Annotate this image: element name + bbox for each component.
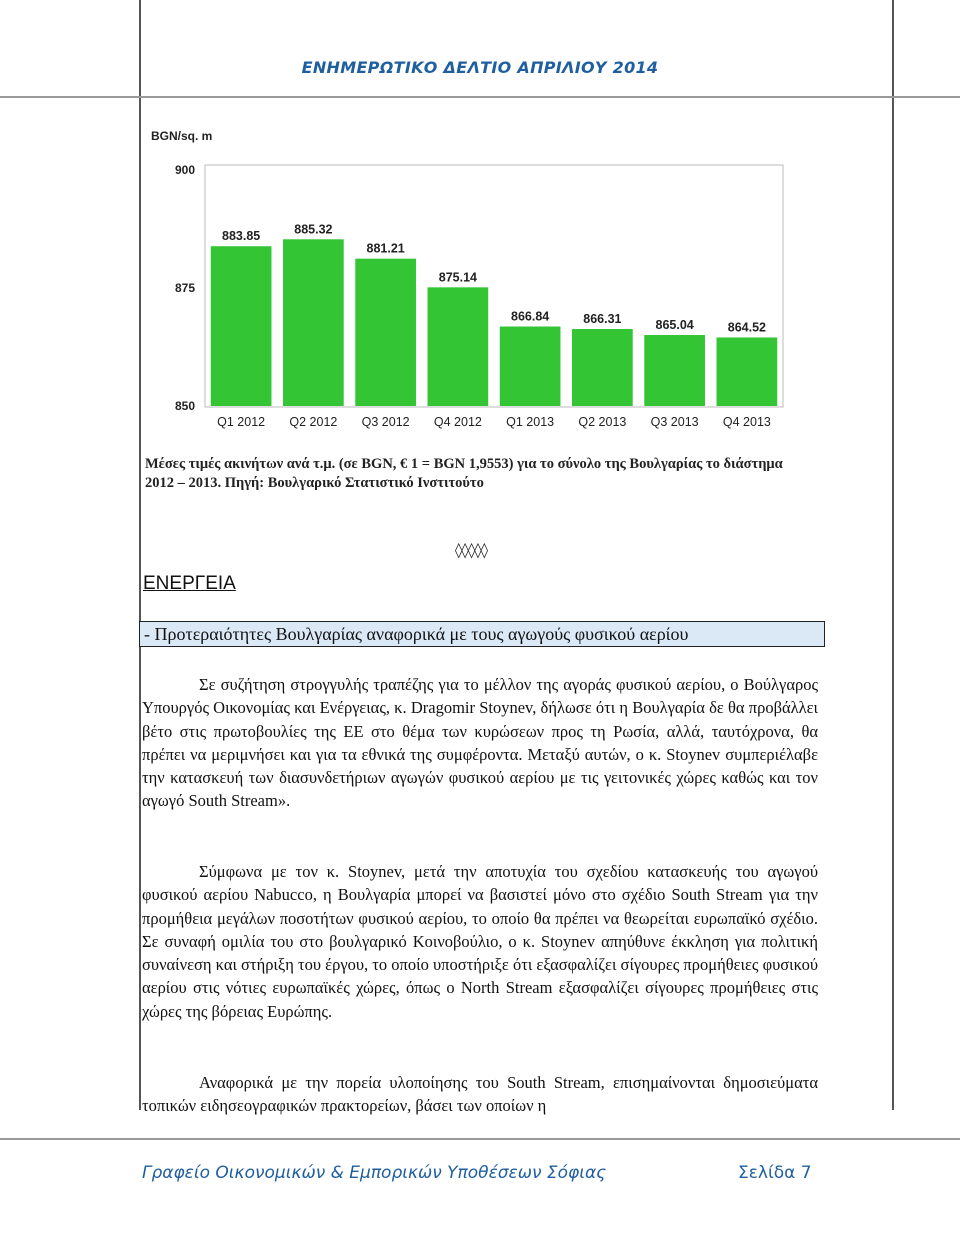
bar-q4-2013: [717, 337, 778, 406]
right-border-line: [892, 0, 894, 1110]
paragraph-2: Σύμφωνα με τον κ. Stoynev, μετά την αποτυχία του σχεδίου κατασκευής του αγωγού φυσικού αερίου Nabucco, η Βουλγαρία μπορεί να βασιστεί μόνο στο σχέδιο South Stream για την προμήθεια μεγάλων ποσοτήτων φυσικού αερίου, το οποίο θα πρέπει να θεωρείται ευρωπαϊκό σχέδιο. Σε συναφή ομιλία του στο βουλγαρικό Κοινοβούλιο, ο κ. Stoynev απηύθυνε έκκληση για πολιτική συναίνεση και στήριξη του έργου, το οποίο υποστήριξε ότι εξασφαλίζει σίγουρες προμήθειες φυσικού αερίου στις νότιες ευρωπαϊκές χώρες, όπως ο North Stream εξασφαλίζει σίγουρες προμήθειες στις χώρες της βόρειας Ευρώπης.: [142, 862, 818, 1021]
bar-q4-2012: [428, 287, 489, 406]
footer-page-number: Σελίδα 7: [738, 1163, 812, 1183]
bar-q1-2012: [211, 246, 272, 406]
bar-value-label: 883.85: [222, 229, 261, 244]
bar-q3-2012: [355, 259, 416, 406]
bar-value-label: 865.04: [655, 318, 694, 333]
bar-q2-2012: [283, 239, 344, 406]
footer-divider: [0, 1138, 960, 1140]
bar-value-label: 875.14: [438, 270, 477, 285]
x-tick-label: Q2 2012: [289, 415, 338, 429]
left-border-line: [139, 0, 141, 1110]
price-bar-chart: [145, 120, 790, 445]
bar-value-label: 864.52: [727, 320, 766, 335]
chart-caption: Μέσες τιμές ακινήτων ανά τ.μ. (σε BGN, € 1 = BGN 1,9553) για το σύνολο της Βουλγαρίας το διάστημα 2012 – 2013. Πηγή: Βουλγαρικό Στατιστικό Ινστιτούτο: [145, 456, 783, 491]
x-tick-label: Q4 2012: [433, 415, 482, 429]
bar-q3-2013: [644, 335, 705, 406]
y-tick-label: 900: [174, 163, 195, 177]
header-divider: [0, 96, 960, 98]
x-tick-label: Q3 2013: [650, 415, 699, 429]
bar-value-label: 881.21: [366, 241, 405, 256]
page-header-title: ΕΝΗΜΕΡΩΤΙΚΟ ΔΕΛΤΙΟ ΑΠΡΙΛΙΟΥ 2014: [301, 58, 659, 77]
x-tick-label: Q2 2013: [578, 415, 627, 429]
x-tick-label: Q1 2013: [506, 415, 555, 429]
paragraph-1: Σε συζήτηση στρογγυλής τραπέζης για το μέλλον της αγοράς φυσικού αερίου, ο Βούλγαρος Υπουργός Οικονομίας και Ενέργειας, κ. Dragomir Stoynev, δήλωσε ότι η Βουλγαρία δε θα προβάλλει βέτο στις πρωτοβουλίες της ΕΕ στο θέμα των κυρώσεων προς τη Ρωσία, αλλά, ταυτόχρονα, θα πρέπει να μεριμνήσει και για τα εθνικά της συμφέροντα. Μεταξύ αυτών, ο κ. Stoynev συμπεριέλαβε την κατασκευή των διασυνδετήριων αγωγών φυσικού αερίου με τις γειτονικές χώρες καθώς και τον αγωγό South Stream».: [142, 675, 818, 811]
bar-value-label: 885.32: [294, 222, 333, 237]
x-tick-label: Q1 2012: [217, 415, 266, 429]
footer-office-name: Γραφείο Οικονομικών & Εμπορικών Υποθέσεων Σόφιας: [142, 1163, 607, 1183]
bar-q2-2013: [572, 329, 633, 406]
x-tick-label: Q4 2013: [722, 415, 771, 429]
article-subheading: - Προτεραιότητες Βουλγαρίας αναφορικά με τους αγωγούς φυσικού αερίου: [139, 621, 825, 647]
bar-q1-2013: [500, 327, 561, 406]
y-axis-label: BGN/sq. m: [151, 129, 213, 143]
y-tick-label: 875: [174, 281, 195, 295]
paragraph-3: Αναφορικά με την πορεία υλοποίησης του South Stream, επισημαίνονται δημοσιεύματα τοπικών ειδησεογραφικών πρακτορείων, βάσει των οποίων η: [142, 1073, 818, 1116]
bar-value-label: 866.84: [511, 309, 550, 324]
bar-value-label: 866.31: [583, 312, 622, 327]
y-tick-label: 850: [174, 399, 195, 413]
x-tick-label: Q3 2012: [361, 415, 410, 429]
section-separator: ◊◊◊◊◊: [455, 541, 488, 559]
section-title: ΕΝΕΡΓΕΙΑ: [143, 573, 236, 594]
